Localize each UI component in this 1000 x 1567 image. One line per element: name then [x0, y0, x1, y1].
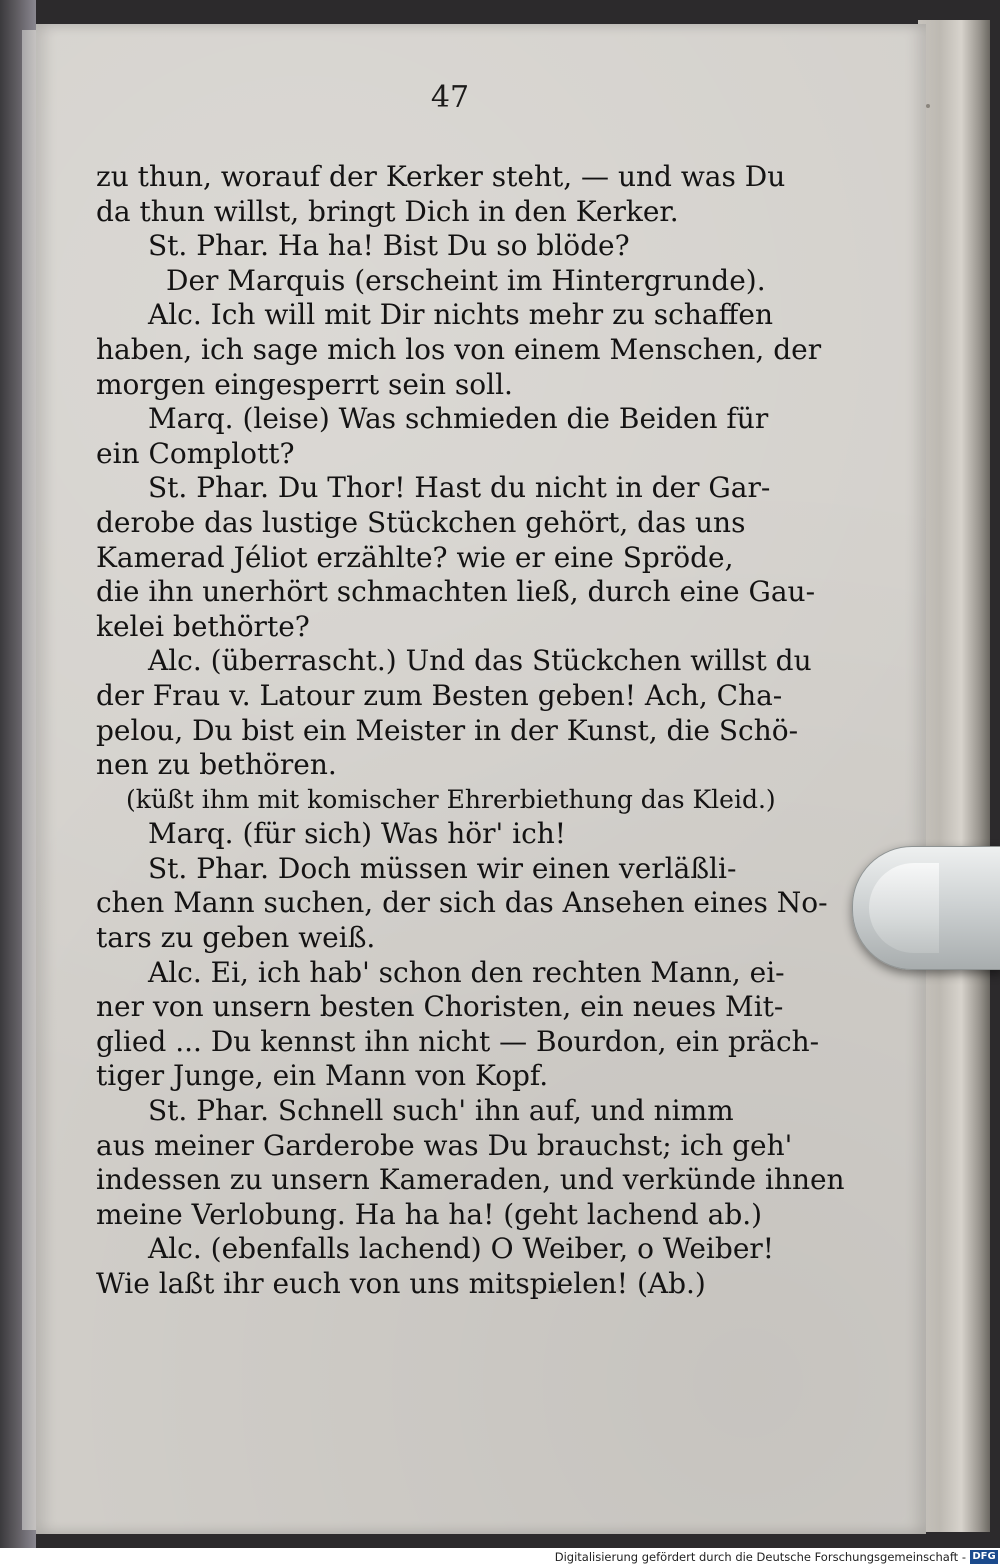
- text-line: kelei bethörte?: [96, 609, 310, 643]
- page-clip: [852, 846, 1000, 970]
- text-line: glied ... Du kennst ihn nicht — Bourdon, ein präch-: [96, 1024, 820, 1058]
- paper-speck: [926, 104, 930, 108]
- page-text: [96, 160, 845, 1302]
- text-line: St. Phar. Schnell such' ihn auf, und nimm: [148, 1094, 734, 1128]
- text-line: chen Mann suchen, der sich das Ansehen eines No-: [96, 886, 828, 920]
- text-line: Alc. (ebenfalls lachend) O Weiber, o Weiber!: [148, 1232, 775, 1266]
- text-line: pelou, Du bist ein Meister in der Kunst, die Schö-: [96, 713, 799, 747]
- text-line: haben, ich sage mich los von einem Menschen, der: [96, 332, 822, 366]
- text-line: St. Phar. Du Thor! Hast du nicht in der Gar-: [148, 471, 771, 505]
- text-line: derobe das lustige Stückchen gehört, das uns: [96, 505, 746, 539]
- text-line: der Frau v. Latour zum Besten geben! Ach, Cha-: [96, 678, 783, 712]
- text-line: ner von unsern besten Choristen, ein neues Mit-: [96, 990, 784, 1024]
- text-line: aus meiner Garderobe was Du brauchst; ich geh': [96, 1128, 793, 1162]
- text-line: Der Marquis (erscheint im Hintergrunde).: [166, 263, 766, 297]
- text-line: morgen eingesperrt sein soll.: [96, 367, 513, 401]
- text-line: die ihn unerhört schmachten ließ, durch eine Gau-: [96, 575, 816, 609]
- text-line: Kamerad Jéliot erzählte? wie er eine Spröde,: [96, 540, 734, 574]
- text-line: Alc. (überrascht.) Und das Stückchen willst du: [148, 644, 812, 678]
- text-line: Marq. (leise) Was schmieden die Beiden für: [148, 402, 769, 436]
- footer-bar: [0, 1548, 1000, 1567]
- text-line: da thun willst, bringt Dich in den Kerker.: [96, 194, 679, 228]
- dfg-logo: DFG: [970, 1550, 998, 1564]
- text-line: meine Verlobung. Ha ha ha! (geht lachend ab.): [96, 1197, 763, 1231]
- text-line: Alc. Ich will mit Dir nichts mehr zu schaffen: [148, 298, 774, 332]
- text-line: tars zu geben weiß.: [96, 921, 376, 955]
- right-page-edges: [918, 20, 990, 1532]
- text-line: nen zu bethören.: [96, 748, 337, 782]
- text-line: Marq. (für sich) Was hör' ich!: [148, 817, 567, 851]
- page-number: 47: [430, 80, 470, 115]
- text-line: ein Complott?: [96, 436, 295, 470]
- text-line: Alc. Ei, ich hab' schon den rechten Mann, ei-: [148, 955, 785, 989]
- text-line: St. Phar. Ha ha! Bist Du so blöde?: [148, 229, 630, 263]
- funding-note: Digitalisierung gefördert durch die Deutsche Forschungsgemeinschaft -: [554, 1550, 966, 1564]
- text-line: zu thun, worauf der Kerker steht, — und was Du: [96, 160, 786, 193]
- text-line: Wie laßt ihr euch von uns mitspielen! (Ab.): [96, 1267, 706, 1300]
- text-line: indessen zu unsern Kameraden, und verkünde ihnen: [96, 1163, 845, 1197]
- stage-direction: (küßt ihm mit komischer Ehrerbiethung das Kleid.): [126, 784, 776, 814]
- text-line: St. Phar. Doch müssen wir einen verläßli-: [148, 851, 737, 885]
- text-line: tiger Junge, ein Mann von Kopf.: [96, 1059, 549, 1093]
